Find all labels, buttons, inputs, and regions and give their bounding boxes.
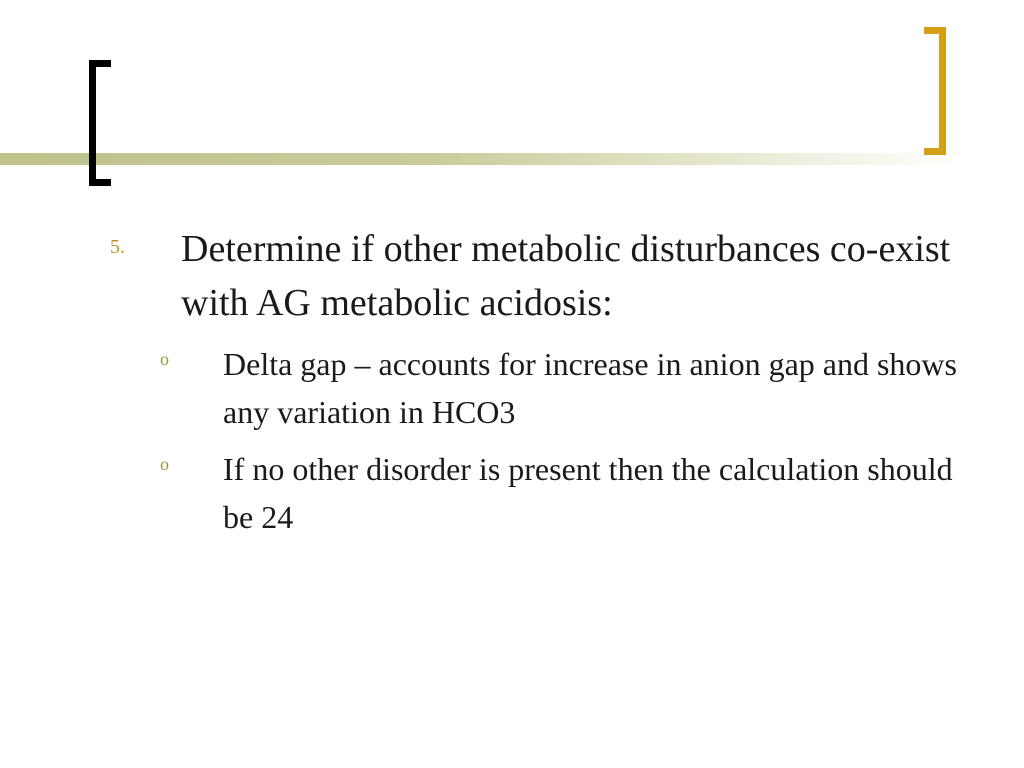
list-item-text: Determine if other metabolic disturbances co-exist with AG metabolic acidosis: [181,228,951,324]
list-number: 5. [110,236,125,258]
bullet-icon: o [160,454,169,474]
sub-list-item-text: Delta gap – accounts for increase in anion gap and shows any variation in HCO3 [223,346,957,430]
sub-list-item-text: If no other disorder is present then the calculation should be 24 [223,451,953,535]
bullet-icon: o [160,349,169,369]
